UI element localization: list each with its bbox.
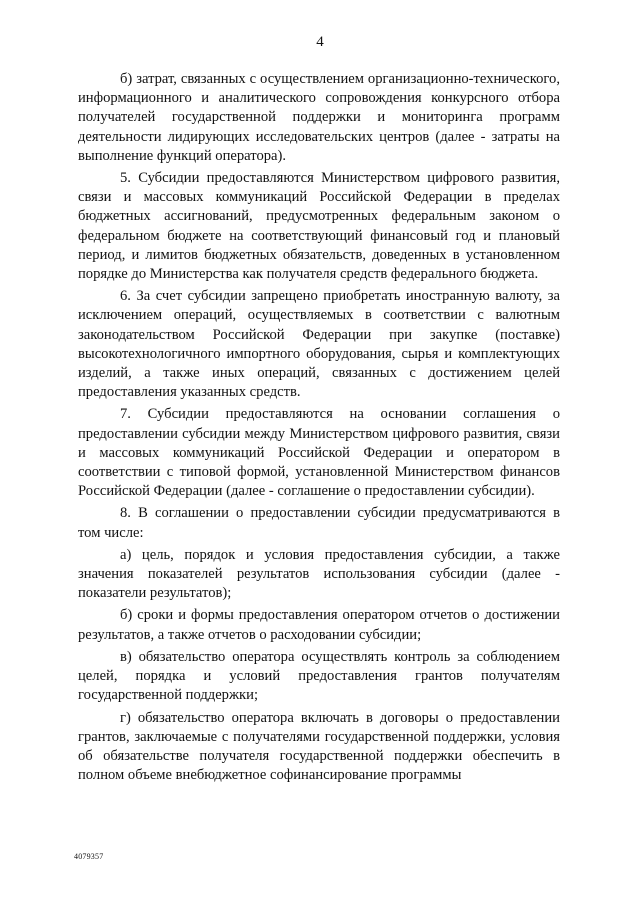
subitem-b-reports: б) сроки и формы предоставления оператором отчетов о достижении результатов, а также отчетов о расходовании субсидии; [78,607,560,643]
paragraph-5-subsidies-provider: 5. Субсидии предоставляются Министерством цифрового развития, связи и массовых коммуникаций Российской Федерации в пределах бюджетных ассигнований, предусмотренных федеральным законом о федеральном бюджете на соответствующий финансовый год и плановый период, и лимитов бюджетных обязательств, доведенных в установленном порядке до Министерства как получателя средств федерального бюджета. [78,170,560,283]
paragraph-8-agreement-contents: 8. В соглашении о предоставлении субсидии предусматриваются в том числе: [78,505,560,541]
subitem-a-goals: а) цель, порядок и условия предоставления субсидии, а также значения показателей результатов использования субсидии (далее - показатели результатов); [78,546,560,602]
paragraph-b-costs: б) затрат, связанных с осуществлением организационно-технического, информационного и аналитического сопровождения конкурсного отбора получателей государственной поддержки и мониторинга программ деятельности лидирующих исследовательских центров (далее - затраты на выполнение функций оператора). [78,71,560,164]
subitem-g-cofinancing: г) обязательство оператора включать в договоры о предоставлении грантов, заключаемые с получателями государственной поддержки, условия об обязательстве получателя государственной поддержки обеспечить в полном объеме внебюджетное софинансирование программы [78,709,560,784]
document-body [78,70,560,788]
paragraph-7-agreement-basis: 7. Субсидии предоставляются на основании соглашения о предоставлении субсидии между Министерством цифрового развития, связи и массовых коммуникаций Российской Федерации и оператором в соответствии с типовой формой, установленной Министерством финансов Российской Федерации (далее - соглашение о предоставлении субсидии). [78,406,560,500]
document-code: 4079357 [74,852,104,861]
subitem-v-control: в) обязательство оператора осуществлять контроль за соблюдением целей, порядка и условий предоставления грантов получателям государственной поддержки; [78,648,560,704]
page-number: 4 [316,34,324,50]
paragraph-6-currency-prohibition: 6. За счет субсидии запрещено приобретать иностранную валюту, за исключением операций, осуществляемых в соответствии с валютным законодательством Российской Федерации при закупке (поставке) высокотехнологичного импортного оборудования, сырья и комплектующих изделий, а также иных операций, связанных с достижением целей предоставления указанных средств. [78,288,560,401]
